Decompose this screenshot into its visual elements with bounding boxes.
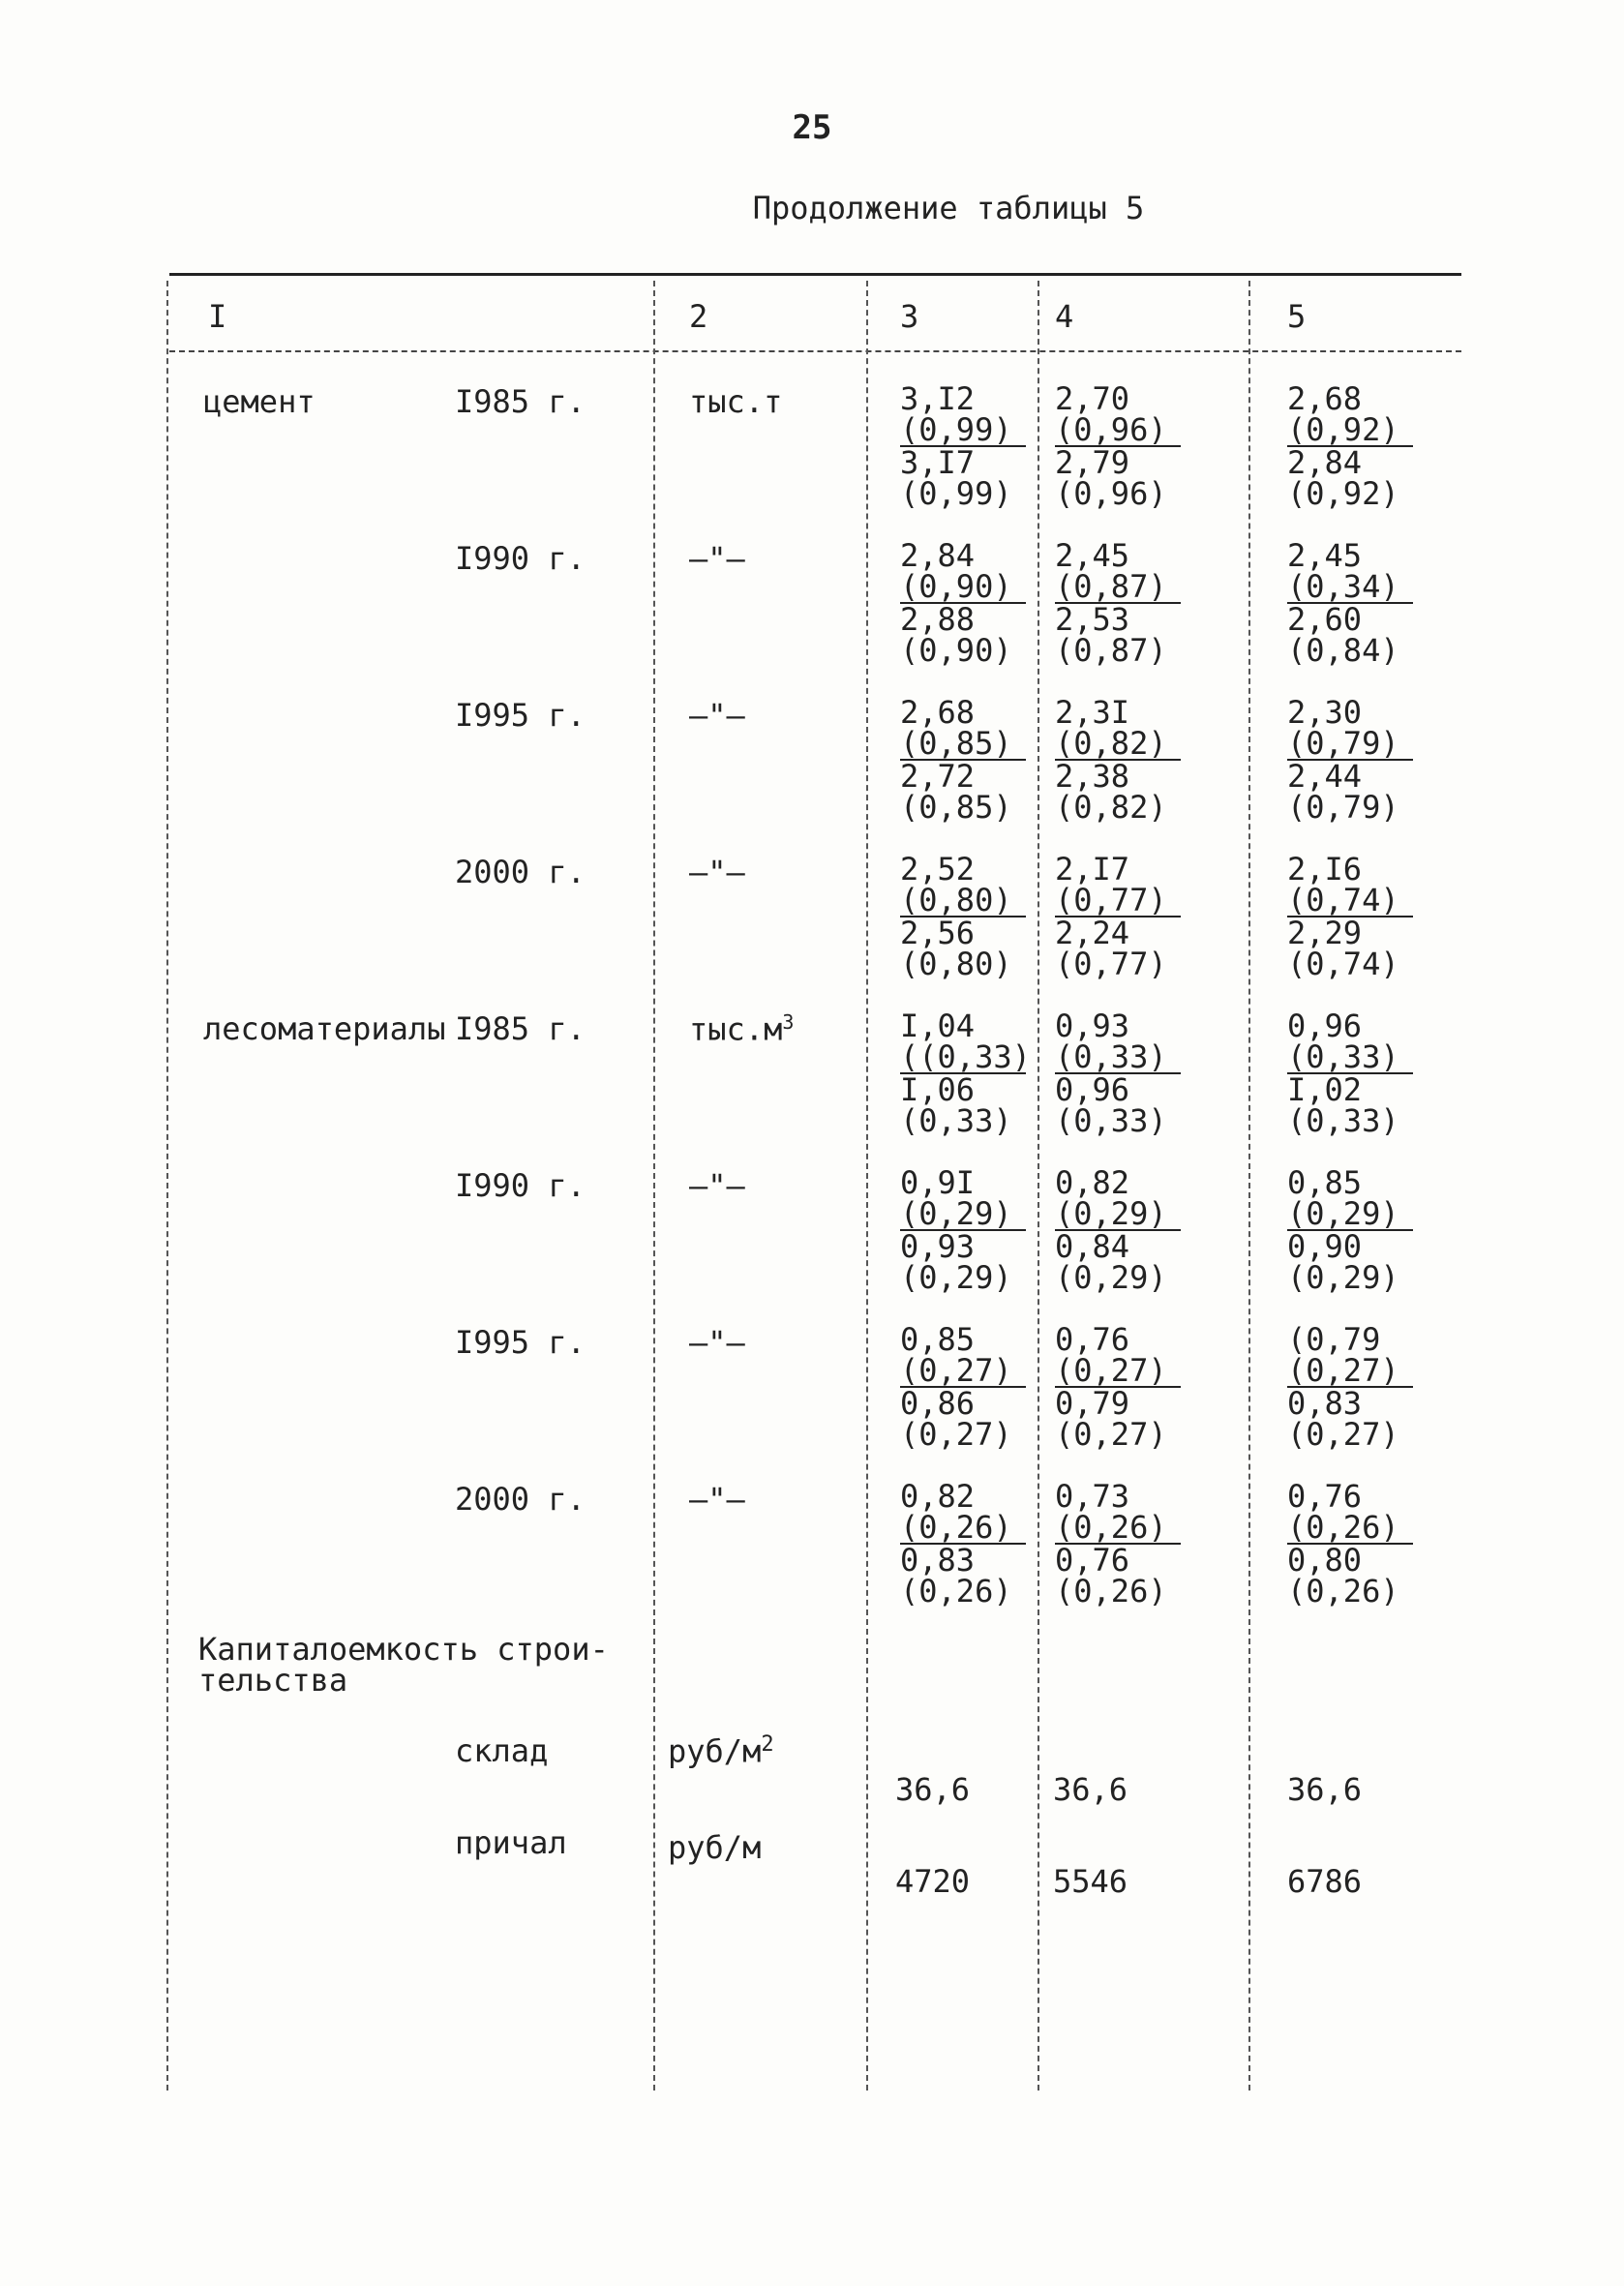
row-unit: –"–	[689, 1167, 745, 1204]
fraction-denominator-line: 2,84	[1287, 444, 1363, 481]
fraction-denominator-line: 2,29	[1287, 915, 1363, 951]
fraction-numerator-line: 2,45	[1287, 537, 1363, 574]
fraction-denominator-line: 2,72	[900, 758, 976, 795]
cell-col-5	[1287, 1164, 1413, 1296]
fraction-numerator-line: (0,90)	[900, 571, 1026, 604]
fraction-numerator-line: (0,29)	[1287, 1198, 1413, 1231]
cell-col-3	[900, 380, 1026, 512]
fraction-numerator-line: 2,3I	[1055, 694, 1130, 731]
fraction-numerator-line: 0,76	[1055, 1321, 1130, 1358]
row-material-label: лесоматериалы	[203, 1010, 446, 1047]
fraction-denominator-line: 0,76	[1055, 1542, 1130, 1579]
row-year: I995 г.	[455, 697, 586, 734]
fraction-numerator-line: 2,45	[1055, 537, 1130, 574]
fraction-denominator-line: 0,96	[1055, 1071, 1130, 1108]
fraction-denominator-line: (0,26)	[1287, 1573, 1399, 1609]
fraction-denominator-line: (0,27)	[900, 1416, 1012, 1453]
row-unit: руб/м	[668, 1829, 762, 1866]
row-unit: руб/$м^2$	[668, 1732, 774, 1770]
cell-col-4	[1055, 851, 1181, 982]
cell-col-5	[1287, 1008, 1413, 1139]
table-row	[0, 380, 1624, 538]
fraction-denominator-line: 2,24	[1055, 915, 1130, 951]
fraction-denominator-line: 0,84	[1055, 1228, 1130, 1265]
table-row	[0, 851, 1624, 1008]
cell-col-3	[900, 851, 1026, 982]
fraction-numerator-line: 0,93	[1055, 1008, 1130, 1044]
fraction-numerator-line: (0,26)	[900, 1512, 1026, 1545]
fraction-denominator-line: (0,26)	[900, 1573, 1012, 1609]
row-year: 2000 г.	[455, 1481, 586, 1518]
fraction-denominator-line: (0,77)	[1055, 946, 1167, 982]
fraction-numerator-line: (0,29)	[900, 1198, 1026, 1231]
fraction-denominator-line: (0,74)	[1287, 946, 1399, 982]
cell-col-5	[1287, 694, 1413, 826]
fraction-numerator-line: 2,68	[1287, 380, 1363, 417]
fraction-denominator-line: 2,60	[1287, 601, 1363, 638]
fraction-numerator-line: (0,33)	[1055, 1041, 1181, 1074]
table-row	[0, 1321, 1624, 1479]
fraction-denominator-line: 0,93	[900, 1228, 976, 1265]
cell-col-3	[900, 694, 1026, 826]
fraction-denominator-line: (0,84)	[1287, 632, 1399, 669]
fraction-denominator-line: 0,83	[900, 1542, 976, 1579]
table-top-rule	[169, 273, 1461, 276]
section-heading-line-1: Капиталоемкость строи-	[198, 1631, 609, 1668]
fraction-numerator-line: (0,33)	[1287, 1041, 1413, 1074]
fraction-numerator-line: (0,26)	[1287, 1512, 1413, 1545]
fraction-denominator-line: (0,79)	[1287, 789, 1399, 826]
cell-col-5	[1287, 851, 1413, 982]
value-cell: 36,6	[895, 1771, 971, 1808]
fraction-denominator-line: 0,80	[1287, 1542, 1363, 1579]
fraction-denominator-line: (0,33)	[1055, 1102, 1167, 1139]
row-unit: –"–	[689, 540, 745, 577]
table-header-rule	[169, 350, 1461, 352]
fraction-denominator-line: (0,29)	[900, 1259, 1012, 1296]
cell-col-3	[900, 537, 1026, 669]
fraction-denominator-line: (0,27)	[1287, 1416, 1399, 1453]
row-unit: –"–	[689, 1481, 745, 1518]
fraction-denominator-line: I,06	[900, 1071, 976, 1108]
fraction-numerator-line: 0,85	[900, 1321, 976, 1358]
fraction-denominator-line: (0,33)	[900, 1102, 1012, 1139]
fraction-numerator-line: 2,84	[900, 537, 976, 574]
row-year: I995 г.	[455, 1324, 586, 1361]
value-cell: 36,6	[1053, 1771, 1128, 1808]
cell-col-5	[1287, 537, 1413, 669]
fraction-denominator-line: (0,92)	[1287, 475, 1399, 512]
fraction-denominator-line: (0,96)	[1055, 475, 1167, 512]
cell-col-3	[900, 1164, 1026, 1296]
fraction-numerator-line: (0,87)	[1055, 571, 1181, 604]
cell-col-3	[900, 1008, 1031, 1139]
fraction-denominator-line: 2,56	[900, 915, 976, 951]
cell-col-4	[1055, 1008, 1181, 1139]
fraction-numerator-line: 2,68	[900, 694, 976, 731]
fraction-numerator-line: (0,80)	[900, 885, 1026, 917]
fraction-numerator-line: 2,I6	[1287, 851, 1363, 887]
row-unit: тыс.т	[689, 383, 783, 420]
fraction-denominator-line: (0,29)	[1055, 1259, 1167, 1296]
fraction-denominator-line: 2,44	[1287, 758, 1363, 795]
fraction-numerator-line: ((0,33)	[900, 1038, 1031, 1075]
fraction-denominator-line: 2,88	[900, 601, 976, 638]
fraction-numerator-line: (0,34)	[1287, 571, 1413, 604]
fraction-denominator-line: 0,79	[1055, 1385, 1130, 1422]
fraction-numerator-line: (0,27)	[1055, 1355, 1181, 1388]
row-label: склад	[455, 1732, 549, 1769]
fraction-numerator-line: (0,26)	[1055, 1512, 1181, 1545]
fraction-numerator-line: (0,27)	[1287, 1355, 1413, 1388]
fraction-denominator-line: (0,29)	[1287, 1259, 1399, 1296]
section-heading	[198, 1631, 609, 1699]
fraction-numerator-line: I,04	[900, 1008, 976, 1044]
row-year: 2000 г.	[455, 854, 586, 890]
fraction-numerator-line: 0,96	[1287, 1008, 1363, 1044]
section-heading-line-2: тельства	[198, 1662, 348, 1699]
fraction-numerator-line: 0,76	[1287, 1478, 1363, 1515]
row-year: I985 г.	[455, 383, 586, 420]
fraction-numerator-line: (0,79	[1287, 1321, 1381, 1358]
fraction-denominator-line: 0,90	[1287, 1228, 1363, 1265]
table-subtitle: Продолжение таблицы 5	[752, 190, 1145, 226]
fraction-denominator-line: 0,83	[1287, 1385, 1363, 1422]
cell-col-5	[1287, 1478, 1413, 1609]
fraction-denominator-line: 2,38	[1055, 758, 1130, 795]
fraction-denominator-line: 2,79	[1055, 444, 1130, 481]
fraction-denominator-line: (0,82)	[1055, 789, 1167, 826]
value-cell: 36,6	[1287, 1771, 1363, 1808]
fraction-numerator-line: (0,96)	[1055, 414, 1181, 447]
fraction-numerator-line: 3,I2	[900, 380, 976, 417]
fraction-denominator-line: (0,27)	[1055, 1416, 1167, 1453]
fraction-numerator-line: (0,99)	[900, 414, 1026, 447]
table-row	[0, 1478, 1624, 1636]
cell-col-4	[1055, 694, 1181, 826]
row-year: I985 г.	[455, 1010, 586, 1047]
fraction-denominator-line: 0,86	[900, 1385, 976, 1422]
page-number: 25	[792, 108, 832, 147]
row-unit: $тыс.м^3$	[689, 1010, 795, 1048]
header-cell-5: 5	[1287, 298, 1307, 335]
fraction-numerator-line: (0,29)	[1055, 1198, 1181, 1231]
row-unit: –"–	[689, 854, 745, 890]
fraction-denominator-line: 2,53	[1055, 601, 1130, 638]
cell-col-3	[900, 1478, 1026, 1609]
fraction-numerator-line: 0,85	[1287, 1164, 1363, 1201]
row-material-label: цемент	[203, 383, 316, 420]
fraction-denominator-line: (0,99)	[900, 475, 1012, 512]
fraction-denominator-line: (0,85)	[900, 789, 1012, 826]
fraction-numerator-line: 0,9I	[900, 1164, 976, 1201]
cell-col-4	[1055, 1478, 1181, 1609]
table-row	[0, 694, 1624, 852]
value-cell: 5546	[1053, 1863, 1128, 1900]
fraction-numerator-line: 2,30	[1287, 694, 1363, 731]
fraction-numerator-line: 2,I7	[1055, 851, 1130, 887]
fraction-numerator-line: (0,82)	[1055, 728, 1181, 761]
fraction-denominator-line: (0,26)	[1055, 1573, 1167, 1609]
row-unit: –"–	[689, 1324, 745, 1361]
cell-col-4	[1055, 537, 1181, 669]
fraction-denominator-line: (0,87)	[1055, 632, 1167, 669]
cell-col-4	[1055, 1164, 1181, 1296]
fraction-denominator-line: (0,90)	[900, 632, 1012, 669]
fraction-numerator-line: 0,82	[900, 1478, 976, 1515]
table-row	[0, 1164, 1624, 1322]
fraction-denominator-line: (0,80)	[900, 946, 1012, 982]
cell-col-5	[1287, 1321, 1413, 1453]
fraction-denominator-line: 3,I7	[900, 444, 976, 481]
table-row	[0, 537, 1624, 695]
cell-col-3	[900, 1321, 1026, 1453]
value-cell: 4720	[895, 1863, 971, 1900]
table-row	[0, 1010, 1624, 1165]
fraction-numerator-line: (0,85)	[900, 728, 1026, 761]
header-cell-4: 4	[1055, 298, 1074, 335]
value-cell: 6786	[1287, 1863, 1363, 1900]
row-year: I990 г.	[455, 1167, 586, 1204]
fraction-numerator-line: (0,92)	[1287, 414, 1413, 447]
header-cell-3: 3	[900, 298, 919, 335]
fraction-numerator-line: 0,73	[1055, 1478, 1130, 1515]
row-year: I990 г.	[455, 540, 586, 577]
fraction-numerator-line: 2,70	[1055, 380, 1130, 417]
cell-col-5	[1287, 380, 1413, 512]
fraction-numerator-line: (0,79)	[1287, 728, 1413, 761]
fraction-numerator-line: 0,82	[1055, 1164, 1130, 1201]
cell-col-4	[1055, 1321, 1181, 1453]
row-label: причал	[455, 1824, 567, 1861]
fraction-numerator-line: (0,74)	[1287, 885, 1413, 917]
fraction-numerator-line: (0,77)	[1055, 885, 1181, 917]
fraction-numerator-line: 2,52	[900, 851, 976, 887]
header-cell-2: 2	[689, 298, 708, 335]
fraction-denominator-line: I,02	[1287, 1071, 1363, 1108]
header-cell-1: I	[208, 298, 227, 335]
fraction-denominator-line: (0,33)	[1287, 1102, 1399, 1139]
row-unit: –"–	[689, 697, 745, 734]
cell-col-4	[1055, 380, 1181, 512]
fraction-numerator-line: (0,27)	[900, 1355, 1026, 1388]
